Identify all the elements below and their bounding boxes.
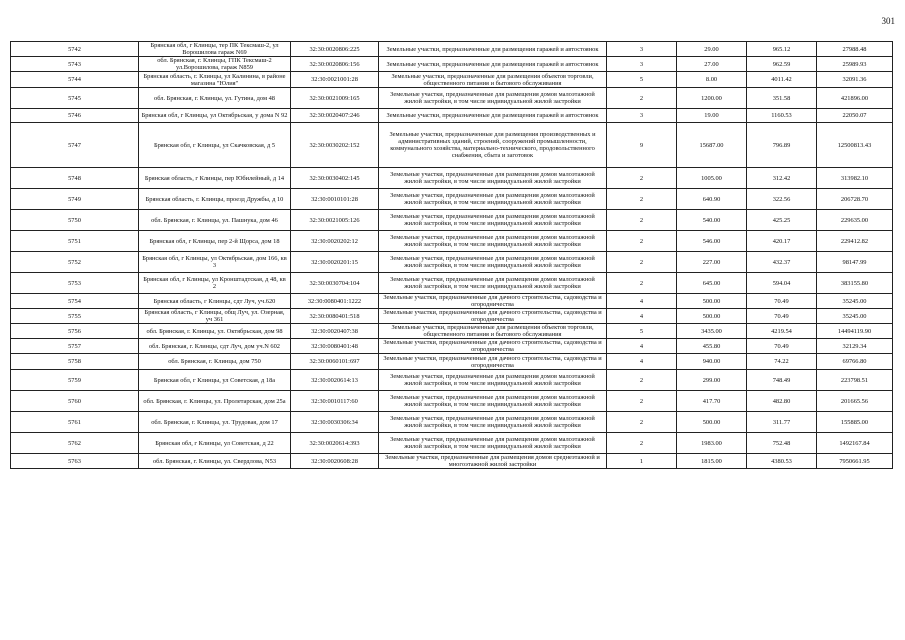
cadastral-value-cell: 22050.07: [817, 109, 893, 123]
row-number: 5762: [11, 433, 139, 454]
area-cell: 455.80: [677, 339, 747, 354]
cadastral-number-cell: 32:30:0020407:38: [291, 324, 379, 339]
row-number: 5752: [11, 252, 139, 273]
specific-value-cell: 432.37: [747, 252, 817, 273]
group-cell: 2: [607, 412, 677, 433]
area-cell: 1815.00: [677, 454, 747, 469]
cadastral-value-cell: 229412.82: [817, 231, 893, 252]
cadastral-value-cell: 206728.70: [817, 189, 893, 210]
table-row: [11, 109, 893, 123]
group-cell: 2: [607, 252, 677, 273]
address-cell: Брянская область, г Клинцы, общ Луч, ул. Озерная, уч 361: [139, 309, 291, 324]
row-number: 5756: [11, 324, 139, 339]
cadastral-value-cell: 313982.10: [817, 168, 893, 189]
table-row: [11, 273, 893, 294]
address-cell: Брянская область, г. Клинцы, ул Калинина, в районе магазина "Юлия": [139, 72, 291, 88]
address-cell: Брянская область, г. Клинцы, проезд Дружбы, д 10: [139, 189, 291, 210]
land-use-type-cell: Земельные участки, предназначенные для размещения гаражей и автостоянок: [379, 57, 607, 72]
cadastral-value-cell: 35245.00: [817, 294, 893, 309]
cadastral-number-cell: 32:30:0030306:34: [291, 412, 379, 433]
address-cell: обл. Брянская, г. Клинцы, ул. Гутина, дом 48: [139, 88, 291, 109]
cadastral-value-cell: 421896.00: [817, 88, 893, 109]
address-cell: обл. Брянская, г. Клинцы, дом 750: [139, 354, 291, 370]
land-use-type-cell: Земельные участки, предназначенные для размещения домов малоэтажной жилой застройки, в том числе индивидуальной жилой застройки: [379, 231, 607, 252]
table-row: [11, 42, 893, 57]
group-cell: 4: [607, 294, 677, 309]
group-cell: 3: [607, 42, 677, 57]
area-cell: 8.00: [677, 72, 747, 88]
cadastral-number-cell: 32:30:0010101:28: [291, 189, 379, 210]
land-use-type-cell: Земельные участки, предназначенные для размещения домов среднеэтажной и многоэтажной жилой застройки: [379, 454, 607, 469]
land-use-type-cell: Земельные участки, предназначенные для размещения домов малоэтажной жилой застройки, в том числе индивидуальной жилой застройки: [379, 189, 607, 210]
address-cell: Брянская обл, г Клинцы, ул Советская, д 22: [139, 433, 291, 454]
cadastral-value-table: [10, 41, 893, 469]
cadastral-value-cell: 201665.56: [817, 391, 893, 412]
cadastral-number-cell: 32:30:0030704:104: [291, 273, 379, 294]
table-row: [11, 454, 893, 469]
table-row: [11, 309, 893, 324]
group-cell: 2: [607, 370, 677, 391]
group-cell: 5: [607, 324, 677, 339]
cadastral-value-cell: 1492167.84: [817, 433, 893, 454]
land-use-type-cell: Земельные участки, предназначенные для размещения домов малоэтажной жилой застройки, в том числе индивидуальной жилой застройки: [379, 168, 607, 189]
land-use-type-cell: Земельные участки, предназначенные для дачного строительства, садоводства и огородничества: [379, 309, 607, 324]
address-cell: Брянская обл, г Клинцы, ул Октябрьская, дом 166, кв 3: [139, 252, 291, 273]
cadastral-number-cell: 32:30:0020614:393: [291, 433, 379, 454]
area-cell: 940.00: [677, 354, 747, 370]
row-number: 5755: [11, 309, 139, 324]
cadastral-value-cell: 223798.51: [817, 370, 893, 391]
land-use-type-cell: Земельные участки, предназначенные для дачного строительства, садоводства и огородничества: [379, 339, 607, 354]
row-number: 5748: [11, 168, 139, 189]
table-row: [11, 433, 893, 454]
area-cell: 640.90: [677, 189, 747, 210]
land-use-type-cell: Земельные участки, предназначенные для размещения домов малоэтажной жилой застройки, в том числе индивидуальной жилой застройки: [379, 370, 607, 391]
specific-value-cell: 312.42: [747, 168, 817, 189]
cadastral-number-cell: 32:30:0060101:697: [291, 354, 379, 370]
land-use-type-cell: Земельные участки, предназначенные для размещения домов малоэтажной жилой застройки, в том числе индивидуальной жилой застройки: [379, 88, 607, 109]
group-cell: 2: [607, 210, 677, 231]
address-cell: обл. Брянская, г. Клинцы, ул. Пашнука, дом 46: [139, 210, 291, 231]
area-cell: 546.00: [677, 231, 747, 252]
specific-value-cell: 594.04: [747, 273, 817, 294]
table-row: [11, 252, 893, 273]
cadastral-number-cell: 32:30:0020806:225: [291, 42, 379, 57]
address-cell: обл. Брянская, г. Клинцы, ул. Свердлова, N53: [139, 454, 291, 469]
address-cell: Брянская обл, г Клинцы, ул Скачковская, д 5: [139, 123, 291, 168]
cadastral-number-cell: 32:30:0080401:518: [291, 309, 379, 324]
area-cell: 500.00: [677, 294, 747, 309]
group-cell: 1: [607, 454, 677, 469]
address-cell: обл. Брянская, г. Клинцы, ул. Пролетарская, дом 25а: [139, 391, 291, 412]
land-use-type-cell: Земельные участки, предназначенные для размещения домов малоэтажной жилой застройки, в том числе индивидуальной жилой застройки: [379, 252, 607, 273]
cadastral-number-cell: 32:30:0020806:156: [291, 57, 379, 72]
group-cell: 2: [607, 391, 677, 412]
cadastral-value-cell: 32091.36: [817, 72, 893, 88]
cadastral-value-cell: 69766.80: [817, 354, 893, 370]
land-use-type-cell: Земельные участки, предназначенные для размещения домов малоэтажной жилой застройки, в том числе индивидуальной жилой застройки: [379, 412, 607, 433]
page-number: 301: [881, 16, 895, 26]
specific-value-cell: 70.49: [747, 294, 817, 309]
cadastral-number-cell: 32:30:0030202:152: [291, 123, 379, 168]
table-row: [11, 88, 893, 109]
area-cell: 540.00: [677, 210, 747, 231]
row-number: 5757: [11, 339, 139, 354]
group-cell: 4: [607, 339, 677, 354]
row-number: 5760: [11, 391, 139, 412]
table-row: [11, 339, 893, 354]
specific-value-cell: 322.56: [747, 189, 817, 210]
cadastral-value-cell: 25989.93: [817, 57, 893, 72]
cadastral-number-cell: 32:30:0020614:13: [291, 370, 379, 391]
area-cell: 645.00: [677, 273, 747, 294]
specific-value-cell: 796.89: [747, 123, 817, 168]
land-use-type-cell: Земельные участки, предназначенные для дачного строительства, садоводства и огородничества: [379, 354, 607, 370]
area-cell: 3435.00: [677, 324, 747, 339]
cadastral-value-cell: 229635.00: [817, 210, 893, 231]
table-row: [11, 210, 893, 231]
table-row: [11, 57, 893, 72]
cadastral-number-cell: 32:30:0020608:28: [291, 454, 379, 469]
area-cell: 1983.00: [677, 433, 747, 454]
specific-value-cell: 420.17: [747, 231, 817, 252]
group-cell: 2: [607, 273, 677, 294]
address-cell: Брянская обл, г Клинцы, ул Советская, д 18а: [139, 370, 291, 391]
specific-value-cell: 70.49: [747, 309, 817, 324]
table-row: [11, 412, 893, 433]
group-cell: 4: [607, 309, 677, 324]
group-cell: 2: [607, 88, 677, 109]
group-cell: 2: [607, 433, 677, 454]
specific-value-cell: 311.77: [747, 412, 817, 433]
area-cell: 299.00: [677, 370, 747, 391]
specific-value-cell: 752.48: [747, 433, 817, 454]
cadastral-value-cell: 32129.34: [817, 339, 893, 354]
address-cell: Брянская область, г Клинцы, сдт Луч, уч.620: [139, 294, 291, 309]
row-number: 5763: [11, 454, 139, 469]
land-use-type-cell: Земельные участки, предназначенные для размещения домов малоэтажной жилой застройки, в том числе индивидуальной жилой застройки: [379, 273, 607, 294]
address-cell: обл. Брянская, г. Клинцы, сдт Луч, дом уч.N 602: [139, 339, 291, 354]
row-number: 5753: [11, 273, 139, 294]
specific-value-cell: 425.25: [747, 210, 817, 231]
cadastral-value-cell: 12500813.43: [817, 123, 893, 168]
cadastral-number-cell: 32:30:0021009:165: [291, 88, 379, 109]
specific-value-cell: 1160.53: [747, 109, 817, 123]
specific-value-cell: 70.49: [747, 339, 817, 354]
row-number: 5742: [11, 42, 139, 57]
address-cell: Брянская обл, г Клинцы, ул Кронштадтская, д 48, кв 2: [139, 273, 291, 294]
cadastral-number-cell: 32:30:0010117:60: [291, 391, 379, 412]
land-use-type-cell: Земельные участки, предназначенные для размещения гаражей и автостоянок: [379, 42, 607, 57]
land-use-type-cell: Земельные участки, предназначенные для размещения производственных и административных зданий, строений, сооружений промышленности, коммунального хозяйства, материально-технического, продовольственного снабжения, сбыта и заготовок: [379, 123, 607, 168]
area-cell: 15687.00: [677, 123, 747, 168]
table-row: [11, 370, 893, 391]
land-use-type-cell: Земельные участки, предназначенные для размещения домов малоэтажной жилой застройки, в том числе индивидуальной жилой застройки: [379, 391, 607, 412]
row-number: 5745: [11, 88, 139, 109]
row-number: 5761: [11, 412, 139, 433]
cadastral-number-cell: 32:30:0020201:15: [291, 252, 379, 273]
area-cell: 19.00: [677, 109, 747, 123]
row-number: 5743: [11, 57, 139, 72]
area-cell: 1200.00: [677, 88, 747, 109]
table-row: [11, 123, 893, 168]
row-number: 5758: [11, 354, 139, 370]
cadastral-number-cell: 32:30:0080401:48: [291, 339, 379, 354]
group-cell: 2: [607, 168, 677, 189]
area-cell: 1005.00: [677, 168, 747, 189]
specific-value-cell: 962.59: [747, 57, 817, 72]
table-row: [11, 324, 893, 339]
land-use-type-cell: Земельные участки, предназначенные для размещения гаражей и автостоянок: [379, 109, 607, 123]
address-cell: Брянская обл, г Клинцы, тер ПК Тексмаш-2, ул Ворошилова гараж N69: [139, 42, 291, 57]
address-cell: Брянская обл, г Клинцы, пер 2-й Щорса, дом 18: [139, 231, 291, 252]
group-cell: 3: [607, 57, 677, 72]
address-cell: обл. Брянская, г. Клинцы, ул. Трудовая, дом 17: [139, 412, 291, 433]
specific-value-cell: 482.80: [747, 391, 817, 412]
row-number: 5744: [11, 72, 139, 88]
specific-value-cell: 4219.54: [747, 324, 817, 339]
specific-value-cell: 4380.53: [747, 454, 817, 469]
table-row: [11, 189, 893, 210]
area-cell: 29.00: [677, 42, 747, 57]
address-cell: обл. Брянская, г. Клинцы, ул. Октябрьская, дом 98: [139, 324, 291, 339]
cadastral-number-cell: 32:30:0021005:126: [291, 210, 379, 231]
specific-value-cell: 4011.42: [747, 72, 817, 88]
area-cell: 500.00: [677, 309, 747, 324]
address-cell: Брянская обл, г Клинцы, ул Октябрьская, у дома N 92: [139, 109, 291, 123]
specific-value-cell: 965.12: [747, 42, 817, 57]
group-cell: 5: [607, 72, 677, 88]
cadastral-value-cell: 27988.48: [817, 42, 893, 57]
row-number: 5749: [11, 189, 139, 210]
address-cell: обл. Брянская, г. Клинцы, ГПК Тексмаш-2 ул.Ворошилова, гараж N859: [139, 57, 291, 72]
area-cell: 417.70: [677, 391, 747, 412]
cadastral-value-cell: 35245.00: [817, 309, 893, 324]
cadastral-number-cell: 32:30:0080401:1222: [291, 294, 379, 309]
area-cell: 27.00: [677, 57, 747, 72]
table-body: [11, 42, 893, 469]
row-number: 5750: [11, 210, 139, 231]
cadastral-value-cell: 7950661.95: [817, 454, 893, 469]
group-cell: 3: [607, 109, 677, 123]
land-use-type-cell: Земельные участки, предназначенные для размещения домов малоэтажной жилой застройки, в том числе индивидуальной жилой застройки: [379, 210, 607, 231]
area-cell: 500.00: [677, 412, 747, 433]
cadastral-number-cell: 32:30:0020407:246: [291, 109, 379, 123]
land-use-type-cell: Земельные участки, предназначенные для размещения объектов торговли, общественного питания и бытового обслуживания: [379, 324, 607, 339]
table-row: [11, 72, 893, 88]
cadastral-number-cell: 32:30:0030402:145: [291, 168, 379, 189]
row-number: 5747: [11, 123, 139, 168]
specific-value-cell: 351.58: [747, 88, 817, 109]
table-row: [11, 168, 893, 189]
row-number: 5746: [11, 109, 139, 123]
row-number: 5754: [11, 294, 139, 309]
land-use-type-cell: Земельные участки, предназначенные для размещения объектов торговли, общественного питания и бытового обслуживания: [379, 72, 607, 88]
cadastral-number-cell: 32:30:0020202:12: [291, 231, 379, 252]
cadastral-value-cell: 383155.80: [817, 273, 893, 294]
group-cell: 9: [607, 123, 677, 168]
table-row: [11, 391, 893, 412]
cadastral-value-cell: 98147.99: [817, 252, 893, 273]
table-row: [11, 294, 893, 309]
address-cell: Брянская область, г Клинцы, пер Юбилейный, д 14: [139, 168, 291, 189]
group-cell: 2: [607, 231, 677, 252]
cadastral-value-cell: 14494119.90: [817, 324, 893, 339]
cadastral-value-cell: 155885.00: [817, 412, 893, 433]
row-number: 5751: [11, 231, 139, 252]
cadastral-number-cell: 32:30:0021001:28: [291, 72, 379, 88]
group-cell: 2: [607, 189, 677, 210]
table-row: [11, 354, 893, 370]
specific-value-cell: 748.49: [747, 370, 817, 391]
land-use-type-cell: Земельные участки, предназначенные для размещения домов малоэтажной жилой застройки, в том числе индивидуальной жилой застройки: [379, 433, 607, 454]
table-row: [11, 231, 893, 252]
group-cell: 4: [607, 354, 677, 370]
land-use-type-cell: Земельные участки, предназначенные для дачного строительства, садоводства и огородничества: [379, 294, 607, 309]
row-number: 5759: [11, 370, 139, 391]
specific-value-cell: 74.22: [747, 354, 817, 370]
area-cell: 227.00: [677, 252, 747, 273]
